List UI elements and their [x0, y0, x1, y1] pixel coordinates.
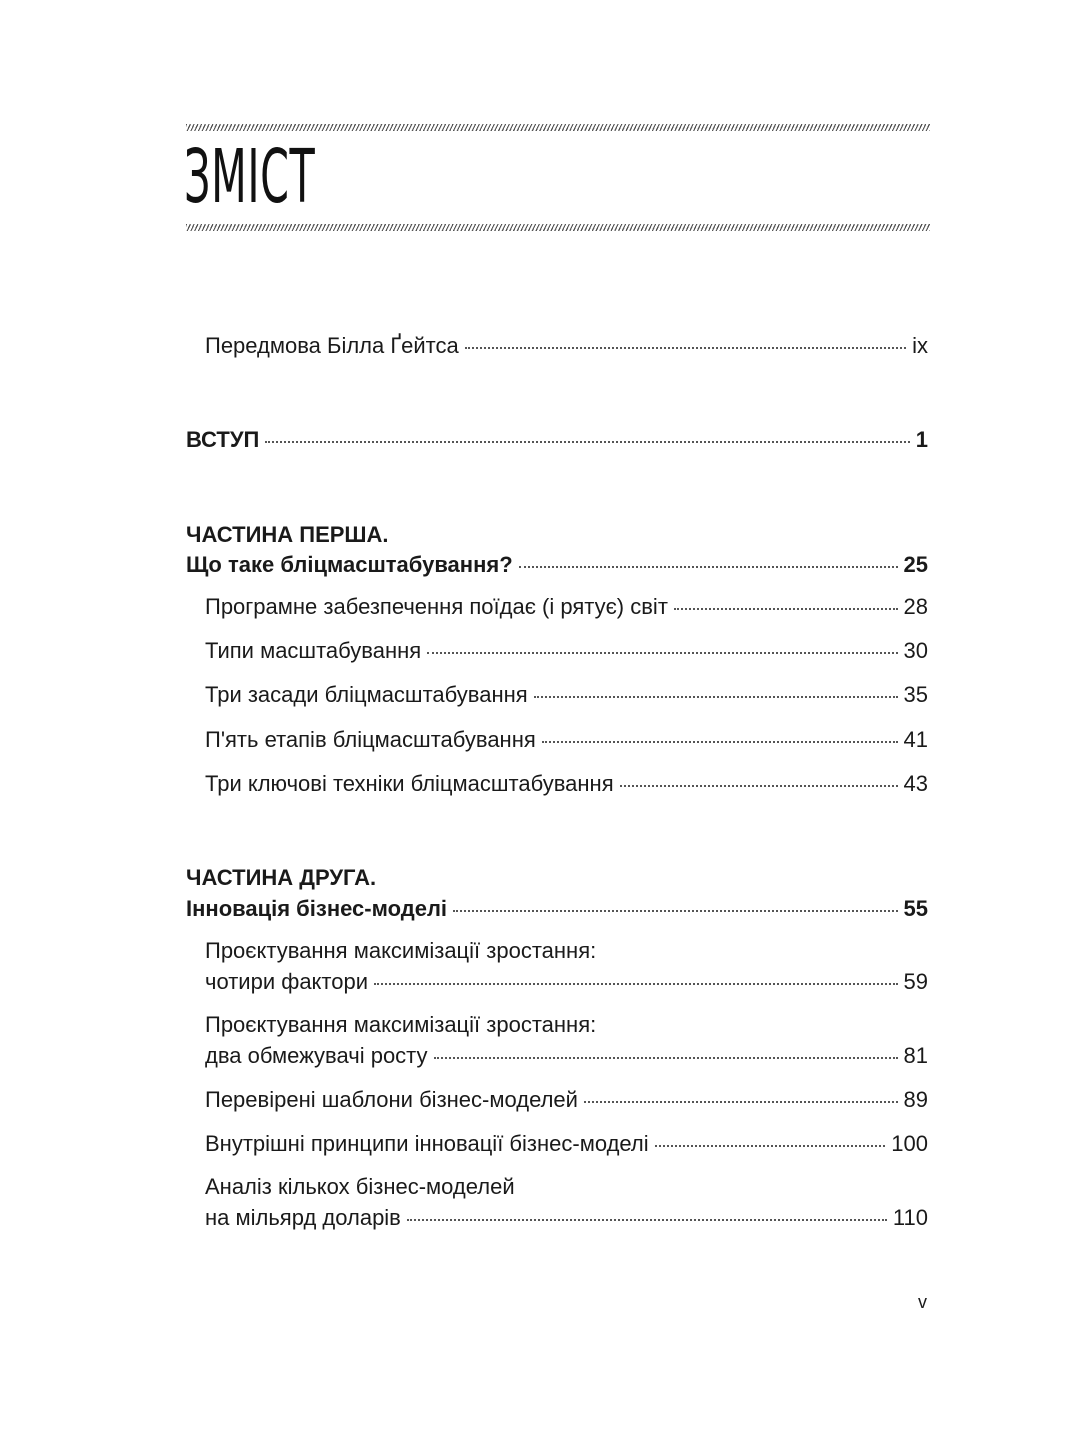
toc-entry-part1: [186, 550, 928, 580]
entry-label: П'ять етапів бліцмасштабування: [205, 727, 536, 752]
dot-leader: [674, 608, 898, 610]
entry-page: 43: [903, 771, 928, 796]
entry-label: два обмежувачі росту: [205, 1043, 428, 1068]
dot-leader: [584, 1101, 898, 1103]
toc-entry: [205, 592, 928, 622]
entry-page: 25: [903, 552, 928, 577]
toc-entry: [205, 967, 928, 997]
entry-label: Передмова Білла Ґейтса: [205, 333, 459, 358]
toc-entry: [205, 1041, 928, 1071]
entry-page: 30: [903, 638, 928, 663]
entry-page: 89: [903, 1087, 928, 1112]
entry-label: Типи масштабування: [205, 638, 422, 663]
dot-leader: [374, 983, 898, 985]
dot-leader: [655, 1145, 886, 1147]
top-rule: [186, 124, 930, 131]
page-number: v: [918, 1292, 927, 1312]
entry-label: ВСТУП: [186, 427, 260, 452]
entry-label: Три засади бліцмасштабування: [205, 682, 528, 707]
toc-entry: [205, 1129, 928, 1159]
dot-leader: [542, 741, 898, 743]
entry-label-line1: Аналіз кількох бізнес-моделей: [205, 1174, 515, 1199]
entry-label: Внутрішні принципи інновації бізнес-моделі: [205, 1131, 649, 1156]
entry-page: 59: [903, 969, 928, 994]
toc-entry-foreword: [205, 331, 928, 361]
entry-label: Три ключові техніки бліцмасштабування: [205, 771, 614, 796]
entry-label-line1: Проєктування максимізації зростання:: [205, 938, 597, 963]
toc-entry: [205, 680, 928, 710]
dot-leader: [265, 441, 909, 443]
dot-leader: [519, 566, 898, 568]
entry-page: 110: [892, 1205, 928, 1230]
entry-label: Що таке бліцмасштабування?: [186, 552, 513, 577]
dot-leader: [620, 785, 898, 787]
entry-label-line1: Проєктування максимізації зростання:: [205, 1012, 597, 1037]
dot-leader: [434, 1057, 898, 1059]
entry-label: на мільярд доларів: [205, 1205, 401, 1230]
toc-entry-intro: [186, 425, 928, 455]
toc-entry: [205, 1085, 928, 1115]
toc-entry: [205, 1203, 928, 1233]
entry-page: ix: [912, 333, 928, 358]
entry-label: чотири фактори: [205, 969, 369, 994]
toc-entry-part2: [186, 894, 928, 924]
part1-heading: ЧАСТИНА ПЕРША.: [186, 522, 389, 547]
dot-leader: [534, 696, 898, 698]
entry-label: Перевірені шаблони бізнес-моделей: [205, 1087, 578, 1112]
page-title: ЗМІСТ: [184, 134, 316, 220]
dot-leader: [407, 1219, 887, 1221]
entry-page: 28: [903, 594, 928, 619]
toc-entry: [205, 769, 928, 799]
entry-page: 1: [915, 427, 928, 452]
entry-page: 55: [903, 896, 928, 921]
dot-leader: [465, 347, 906, 349]
dot-leader: [453, 910, 897, 912]
entry-label: Інновація бізнес-моделі: [186, 896, 448, 921]
part2-heading: ЧАСТИНА ДРУГА.: [186, 865, 377, 890]
toc-entry: [205, 725, 928, 755]
bottom-rule: [186, 224, 930, 231]
entry-page: 35: [903, 682, 928, 707]
toc-entry: [205, 636, 928, 666]
dot-leader: [427, 652, 897, 654]
entry-label: Програмне забезпечення поїдає (і рятує) світ: [205, 594, 668, 619]
entry-page: 41: [903, 727, 928, 752]
entry-page: 100: [891, 1131, 928, 1156]
entry-page: 81: [903, 1043, 928, 1068]
